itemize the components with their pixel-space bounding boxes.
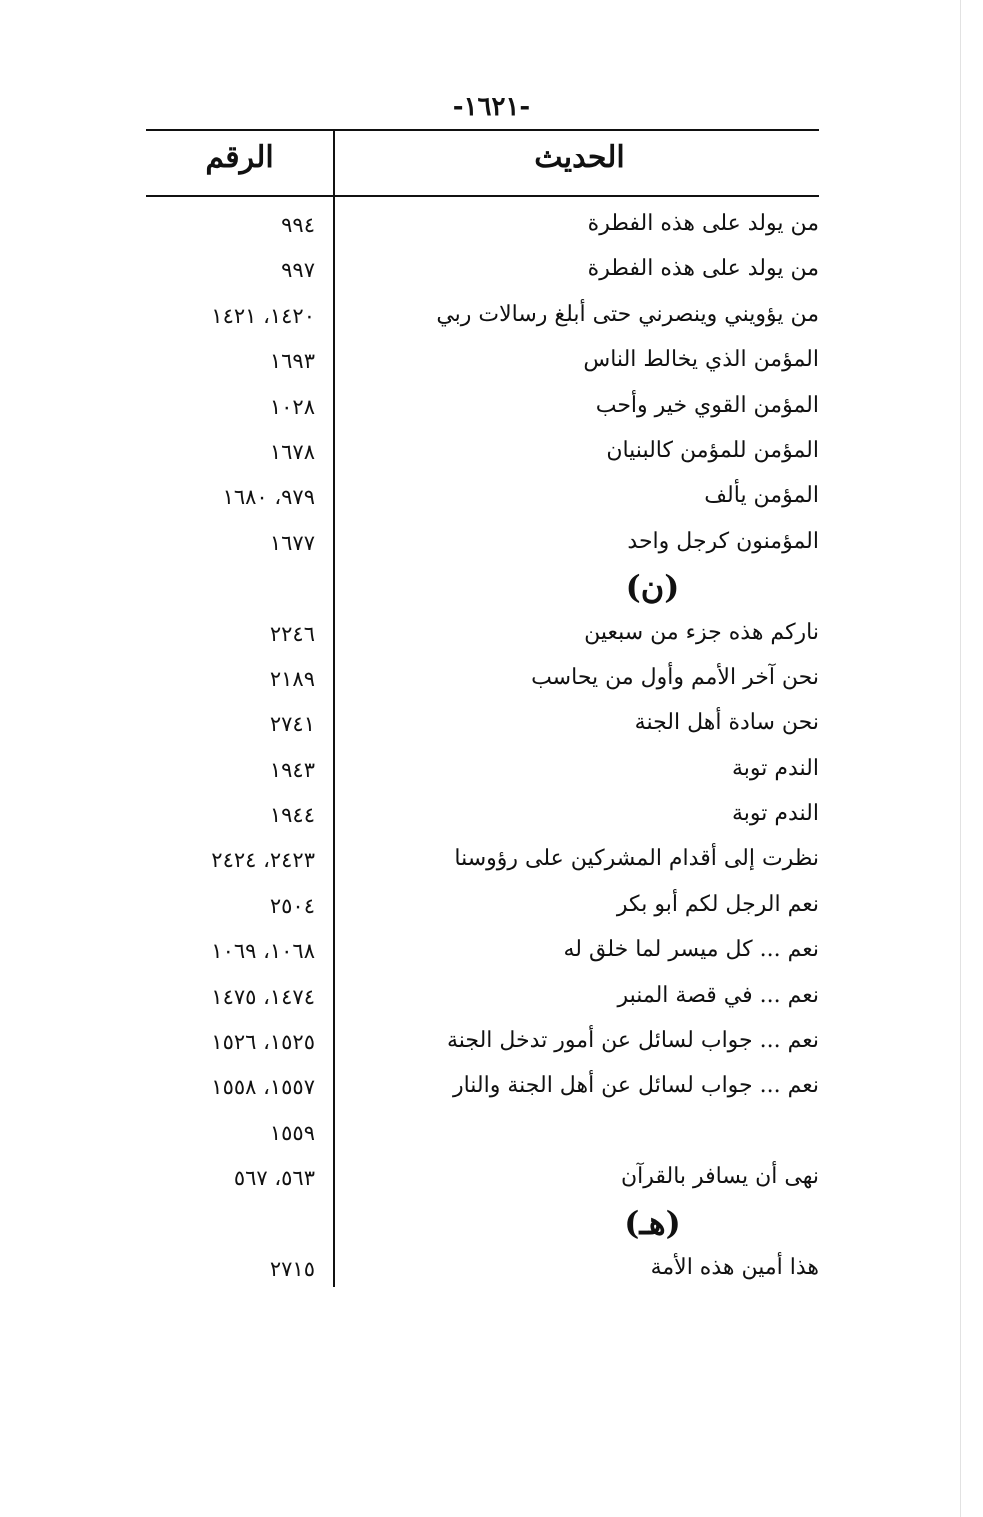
hadith-text: من يؤويني وينصرني حتى أبلغ رسالات ربي <box>436 301 819 327</box>
hadith-number: ٢١٨٩ <box>269 666 315 691</box>
hadith-number: ١٦٧٧ <box>269 530 315 555</box>
table-row <box>146 250 819 295</box>
hadith-number: ٢٥٠٤ <box>269 893 315 918</box>
page-number: -١٦٢١- <box>452 92 531 122</box>
top-rule <box>146 129 819 131</box>
hadith-text: المؤمن الذي يخالط الناس <box>583 347 819 373</box>
table-row <box>146 477 819 522</box>
hadith-number: ٢٢٤٦ <box>269 621 315 646</box>
table-row <box>146 1113 819 1158</box>
hadith-number: ١٤٧٤، ١٤٧٥ <box>211 984 315 1009</box>
hadith-number: ١٦٧٨ <box>269 439 315 464</box>
hadith-text: نهى أن يسافر بالقرآن <box>620 1164 819 1190</box>
hadith-text: نعم الرجل لكم أبو بكر <box>616 891 819 917</box>
table-row <box>146 1067 819 1112</box>
hadith-text: نعم ... جواب لسائل عن أمور تدخل الجنة <box>446 1028 819 1054</box>
hadith-number: ٩٧٩، ١٦٨٠ <box>222 485 315 510</box>
hadith-text: من يولد على هذه الفطرة <box>587 256 819 282</box>
hadith-text: ناركم هذه جزء من سبعين <box>584 619 819 645</box>
hadith-number: ١٥٢٥، ١٥٢٦ <box>211 1030 315 1055</box>
hadith-text: نعم ... جواب لسائل عن أهل الجنة والنار <box>452 1073 819 1099</box>
letter-section-heading: (هـ) <box>624 1203 681 1242</box>
table-row <box>146 523 819 568</box>
letter-section-row <box>146 1204 819 1249</box>
hadith-column-header: الحديث <box>534 140 625 175</box>
table-row <box>146 387 819 432</box>
hadith-number: ٢٧١٥ <box>269 1256 315 1281</box>
hadith-number: ٢٧٤١ <box>269 712 315 737</box>
hadith-text: نعم ... في قصة المنبر <box>617 982 819 1008</box>
table-row <box>146 795 819 840</box>
table-row <box>146 977 819 1022</box>
hadith-text: الندم توبة <box>731 801 819 827</box>
hadith-number: ١٤٢٠، ١٤٢١ <box>211 303 315 328</box>
table-row <box>146 750 819 795</box>
hadith-text: نعم ... كل ميسر لما خلق له <box>563 937 819 963</box>
hadith-text: من يولد على هذه الفطرة <box>587 211 819 236</box>
hadith-text: المؤمن يألف <box>704 483 819 509</box>
table-row <box>146 659 819 704</box>
hadith-text: نحن سادة أهل الجنة <box>634 710 819 736</box>
hadith-number: ٥٦٣، ٥٦٧ <box>233 1166 315 1191</box>
letter-section-row <box>146 568 819 613</box>
hadith-number: ١٥٥٧، ١٥٥٨ <box>211 1075 315 1100</box>
letter-section-heading: (ن) <box>625 568 680 607</box>
header-rule <box>146 195 819 197</box>
table-row <box>146 840 819 885</box>
hadith-number: ٩٩٧ <box>281 258 315 283</box>
table-row <box>146 432 819 477</box>
hadith-number: ١٩٤٤ <box>269 803 315 828</box>
scan-edge-line <box>960 0 961 1517</box>
table-row <box>146 931 819 976</box>
number-column-header: الرقم <box>205 140 274 175</box>
hadith-text: نحن آخر الأمم وأول من يحاسب <box>531 664 819 690</box>
table-row <box>146 886 819 931</box>
hadith-text: الندم توبة <box>731 755 819 781</box>
table-row <box>146 205 819 250</box>
hadith-text: المؤمنون كرجل واحد <box>627 528 819 554</box>
table-row <box>146 341 819 386</box>
hadith-number: ٩٩٤ <box>281 213 315 237</box>
hadith-number: ٢٤٢٣، ٢٤٢٤ <box>211 848 315 873</box>
table-row <box>146 1158 819 1203</box>
hadith-number: ١٦٩٣ <box>269 349 315 374</box>
hadith-number: ١٥٥٩ <box>269 1120 315 1145</box>
table-row <box>146 614 819 659</box>
table-row <box>146 296 819 341</box>
index-table-body <box>146 205 819 1294</box>
hadith-text: المؤمن للمؤمن كالبنيان <box>606 437 819 463</box>
hadith-number: ١٠٢٨ <box>269 394 315 419</box>
hadith-text: هذا أمين هذه الأمة <box>650 1254 819 1280</box>
hadith-text: المؤمن القوي خير وأحب <box>595 392 819 418</box>
table-row <box>146 704 819 749</box>
hadith-number: ١٠٦٨، ١٠٦٩ <box>211 939 315 964</box>
hadith-text: نظرت إلى أقدام المشركين على رؤوسنا <box>454 846 819 872</box>
hadith-number: ١٩٤٣ <box>269 757 315 782</box>
table-row <box>146 1249 819 1294</box>
table-row <box>146 1022 819 1067</box>
